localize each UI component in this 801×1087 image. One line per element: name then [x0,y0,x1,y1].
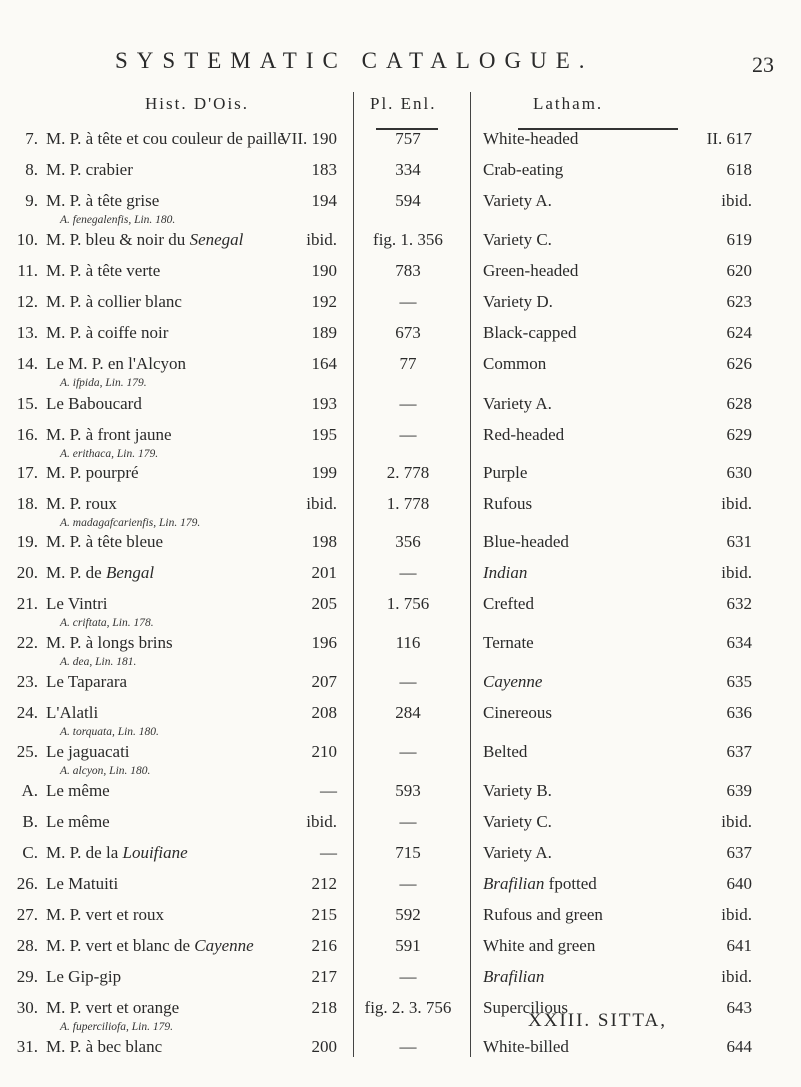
entry-number: 15. [16,394,38,413]
entry-name: M. P. pourpré [46,463,139,482]
latham-name: Cinereous [483,703,552,722]
entry-number: 23. [16,672,38,691]
plate-reference: fig. 2. 3. 756 [364,998,452,1017]
entry-number: A. [21,781,38,800]
plate-reference: 356 [395,532,421,551]
catalogue-row [0,874,801,904]
catalogue-row [0,191,801,226]
column-header-hist: Hist. D'Ois. [145,94,250,113]
hist-reference: 200 [311,1037,337,1056]
plate-reference: — [399,672,417,691]
hist-reference: 216 [311,936,337,955]
linnaean-synonym: A. dea, Lin. 181. [60,656,137,668]
latham-name: Rufous [483,494,533,513]
catalogue-row [0,967,801,997]
hist-reference: 190 [311,261,337,280]
latham-reference: ibid. [721,494,752,513]
latham-reference: 640 [726,874,752,893]
latham-reference: 643 [726,998,752,1017]
entry-name: M. P. de Bengal [46,563,155,582]
hist-reference: 193 [311,394,337,413]
plate-reference: — [399,425,417,444]
entry-name: M. P. à tête bleue [46,532,164,551]
linnaean-synonym: A. madagafcarienfis, Lin. 179. [60,517,201,529]
latham-name: Indian [483,563,528,582]
catalogue-row [0,905,801,935]
entry-number: 25. [16,742,38,761]
latham-name: Brafilian fpotted [483,874,597,893]
entry-number: 28. [16,936,38,955]
latham-reference: ibid. [721,563,752,582]
latham-name: Rufous and green [483,905,603,924]
entry-number: 26. [16,874,38,893]
entry-number: 24. [16,703,38,722]
latham-name: Variety B. [483,781,552,800]
hist-reference: 196 [311,633,337,652]
column-header-pl-enl: Pl. Enl. [370,94,437,113]
entry-name: M. P. vert et orange [46,998,180,1017]
plate-reference: 116 [395,633,421,652]
plate-reference: — [399,874,417,893]
latham-name: Ternate [483,633,534,652]
hist-reference: 207 [311,672,337,691]
entry-number: 14. [16,354,38,373]
hist-reference: ibid. [306,230,337,249]
latham-name: Variety A. [483,191,552,210]
plate-reference: 1. 778 [386,494,430,513]
catalogue-row [0,463,801,493]
catalogue-row [0,936,801,966]
hist-reference: 192 [311,292,337,311]
hist-reference: 215 [311,905,337,924]
catalogue-row [0,292,801,322]
catalogue-row [0,1037,801,1067]
catalogue-row [0,742,801,777]
latham-reference: 629 [726,425,752,444]
entry-name: Le Vintri [46,594,108,613]
latham-name: Blue-headed [483,532,569,551]
plate-reference: 284 [395,703,421,722]
catalogue-row [0,532,801,562]
entry-name: Le jaguacati [46,742,130,761]
entry-number: 20. [16,563,38,582]
latham-name: Variety D. [483,292,553,311]
plate-reference: — [399,967,417,986]
latham-name: Black-capped [483,323,577,342]
entry-name: Le Gip-gip [46,967,122,986]
plate-reference: 673 [395,323,421,342]
latham-reference: 619 [726,230,752,249]
catalogue-row [0,354,801,389]
plate-reference: — [399,742,417,761]
latham-name: Variety A. [483,394,552,413]
hist-reference: 210 [311,742,337,761]
linnaean-synonym: A. criftata, Lin. 178. [60,617,154,629]
latham-reference: 623 [726,292,752,311]
latham-reference: 626 [726,354,752,373]
entry-name: M. P. à tête et cou couleur de paille [46,129,285,148]
entry-number: 31. [16,1037,38,1056]
catalogue-row [0,261,801,291]
catalogue-row [0,230,801,260]
linnaean-synonym: A. erithaca, Lin. 179. [60,448,159,460]
entry-name: M. P. à front jaune [46,425,172,444]
plate-reference: 594 [395,191,421,210]
entry-name: M. P. à coiffe noir [46,323,169,342]
entry-name: Le Taparara [46,672,128,691]
latham-name: White-headed [483,129,579,148]
catalogue-row [0,425,801,460]
entry-number: 11. [17,261,38,280]
latham-reference: 635 [726,672,752,691]
entry-name: Le même [46,812,110,831]
catalogue-row [0,812,801,842]
hist-reference: 205 [311,594,337,613]
entry-name: L'Alatli [46,703,99,722]
hist-reference: 189 [311,323,337,342]
latham-reference: ibid. [721,191,752,210]
latham-name: Cayenne [483,672,543,691]
entry-number: 29. [16,967,38,986]
catalogue-row [0,160,801,190]
entry-number: 21. [16,594,38,613]
latham-reference: 644 [726,1037,752,1056]
entry-number: 7. [25,129,38,148]
entry-number: 8. [25,160,38,179]
latham-reference: 624 [726,323,752,342]
entry-number: 30. [16,998,38,1017]
next-section-heading: XXIII. SITTA, [528,1010,667,1031]
plate-reference: 757 [395,129,421,148]
entry-number: 9. [25,191,38,210]
linnaean-synonym: A. fenegalenfis, Lin. 180. [60,214,176,226]
latham-reference: ibid. [721,812,752,831]
hist-reference: 217 [311,967,337,986]
catalogue-row [0,703,801,738]
latham-name: Purple [483,463,528,482]
latham-name: Common [483,354,547,373]
hist-reference: 212 [311,874,337,893]
plate-reference: — [399,394,417,413]
entry-number: C. [22,843,38,862]
entry-name: M. P. à bec blanc [46,1037,163,1056]
latham-reference: 637 [726,843,752,862]
plate-reference: fig. 1. 356 [373,230,443,249]
linnaean-synonym: A. ifpida, Lin. 179. [60,377,147,389]
hist-reference: 195 [311,425,337,444]
entry-number: 12. [16,292,38,311]
entry-number: 19. [16,532,38,551]
entry-name: M. P. bleu & noir du Senegal [46,230,244,249]
entry-name: M. P. vert et roux [46,905,165,924]
entry-number: 27. [16,905,38,924]
entry-name: Le Matuiti [46,874,119,893]
entry-number: B. [22,812,38,831]
latham-reference: 634 [726,633,752,652]
page-number: 23 [752,52,774,77]
entry-name: M. P. à tête verte [46,261,161,280]
latham-name: Variety A. [483,843,552,862]
entry-number: 13. [16,323,38,342]
latham-reference: 618 [726,160,752,179]
latham-reference: 631 [726,532,752,551]
entry-name: M. P. à tête grise [46,191,160,210]
latham-name: Belted [483,742,528,761]
hist-reference: ibid. [306,812,337,831]
entry-name: M. P. crabier [46,160,133,179]
latham-reference: 641 [726,936,752,955]
latham-name: Brafilian [483,967,545,986]
plate-reference: 591 [395,936,421,955]
latham-reference: 632 [726,594,752,613]
plate-reference: — [399,563,417,582]
hist-reference: 198 [311,532,337,551]
latham-reference: 620 [726,261,752,280]
latham-name: Supercilious [483,998,568,1017]
hist-reference: 183 [311,160,337,179]
linnaean-synonym: A. alcyon, Lin. 180. [60,765,151,777]
plate-reference: 715 [395,843,421,862]
entry-number: 10. [16,230,38,249]
plate-reference: 334 [395,160,421,179]
entry-name: M. P. roux [46,494,117,513]
hist-reference: 201 [311,563,337,582]
hist-reference: — [320,843,337,862]
catalogue-row [0,843,801,873]
latham-name: Red-headed [483,425,565,444]
hist-reference: 208 [311,703,337,722]
latham-reference: 639 [726,781,752,800]
plate-reference: — [399,1037,417,1056]
entry-name: Le Baboucard [46,394,142,413]
entry-name: M. P. vert et blanc de Cayenne [46,936,254,955]
plate-reference: 2. 778 [386,463,430,482]
catalogue-row [0,781,801,811]
entry-name: M. P. à longs brins [46,633,173,652]
latham-reference: 637 [726,742,752,761]
plate-reference: 593 [395,781,421,800]
latham-reference: ibid. [721,967,752,986]
catalogue-row [0,998,801,1033]
latham-name: Green-headed [483,261,579,280]
hist-reference: ibid. [306,494,337,513]
latham-name: Crefted [483,594,534,613]
plate-reference: 592 [395,905,421,924]
latham-reference: 636 [726,703,752,722]
latham-reference: ibid. [721,905,752,924]
hist-reference: 199 [311,463,337,482]
catalogue-row [0,594,801,629]
latham-name: White and green [483,936,596,955]
entry-name: Le même [46,781,110,800]
plate-reference: 783 [395,261,421,280]
catalogue-row [0,129,801,159]
catalogue-row [0,394,801,424]
column-header-latham: Latham. [533,94,604,113]
entry-number: 16. [16,425,38,444]
latham-name: Crab-eating [483,160,564,179]
plate-reference: 1. 756 [386,594,430,613]
entry-name: M. P. à collier blanc [46,292,182,311]
catalogue-row [0,323,801,353]
latham-reference: 630 [726,463,752,482]
latham-reference: II. 617 [706,129,752,148]
catalogue-row [0,563,801,593]
hist-reference: 218 [311,998,337,1017]
latham-name: Variety C. [483,230,552,249]
catalogue-row [0,494,801,529]
catalogue-row [0,633,801,668]
plate-reference: — [399,812,417,831]
hist-reference: — [320,781,337,800]
plate-reference: — [399,292,417,311]
linnaean-synonym: A. fuperciliofa, Lin. 179. [60,1021,173,1033]
entry-number: 22. [16,633,38,652]
hist-reference: 164 [311,354,337,373]
hist-reference: 194 [311,191,337,210]
latham-reference: 628 [726,394,752,413]
plate-reference: 77 [399,354,417,373]
entry-number: 17. [16,463,38,482]
latham-name: Variety C. [483,812,552,831]
entry-name: Le M. P. en l'Alcyon [46,354,186,373]
linnaean-synonym: A. torquata, Lin. 180. [60,726,159,738]
entry-name: M. P. de la Louifiane [46,843,188,862]
catalogue-row [0,672,801,702]
hist-reference: VII. 190 [279,129,337,148]
entry-number: 18. [16,494,38,513]
latham-name: White-billed [483,1037,569,1056]
